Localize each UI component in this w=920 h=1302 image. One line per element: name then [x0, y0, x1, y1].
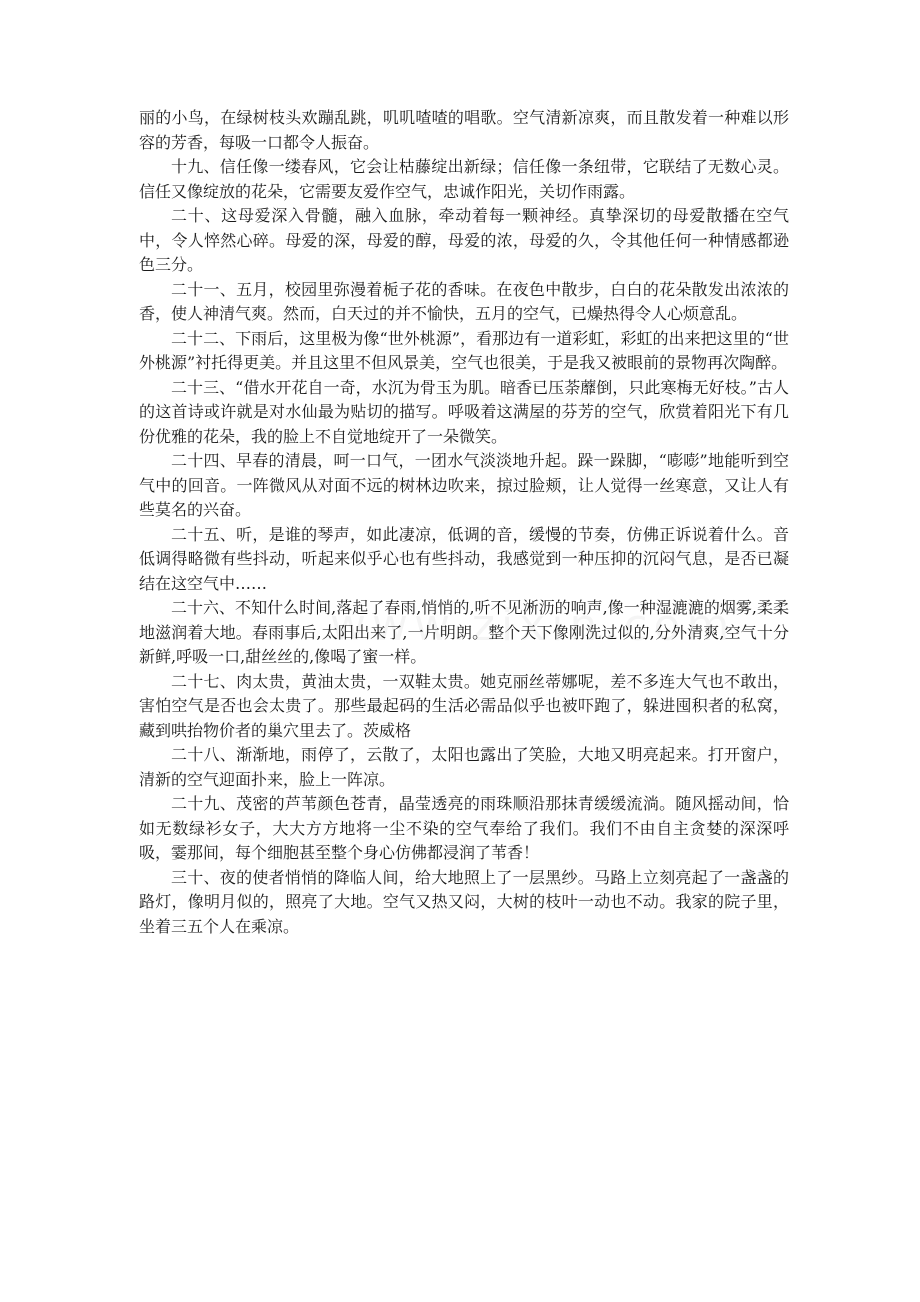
- paragraph-26: 二十六、不知什么时间,落起了春雨,悄悄的,听不见淅沥的响声,像一种湿漉漉的烟雾,柔柔地滋润着大地。春雨事后,太阳出来了,一片明朗。整个天下像刚洗过似的,分外清爽,空气十分新鲜,呼吸一口,甜丝丝的,像喝了蜜一样。: [139, 598, 789, 666]
- paragraph-23: 二十三、“借水开花自一奇，水沉为骨玉为肌。暗香已压荼蘼倒，只此寒梅无好枝。”古人的这首诗或许就是对水仙最为贴切的描写。呼吸着这满屋的芬芳的空气，欣赏着阳光下有几份优雅的花朵，我的脸上不自觉地绽开了一朵微笑。: [139, 377, 789, 446]
- paragraph-27: 二十七、肉太贵，黄油太贵，一双鞋太贵。她克丽丝蒂娜呢，差不多连大气也不敢出，害怕空气是否也会太贵了。那些最起码的生活必需品似乎也被吓跑了，躲进囤积者的私窝，藏到哄抬物价者的巢穴里去了。茨威格: [139, 671, 789, 740]
- paragraph-25: 二十五、听，是谁的琴声，如此凄凉，低调的音，缓慢的节奏，仿佛正诉说着什么。音低调得略微有些抖动，听起来似乎心也有些抖动，我感觉到一种压抑的沉闷气息，是否已凝结在这空气中……: [139, 524, 789, 593]
- paragraph-24: 二十四、早春的清晨，呵一口气，一团水气淡淡地升起。跺一跺脚，“嘭嘭”地能听到空气中的回音。一阵微风从对面不远的树林边吹来，掠过脸颊，让人觉得一丝寒意，又让人有些莫名的兴奋。: [139, 451, 789, 519]
- paragraph-30: 三十、夜的使者悄悄的降临人间，给大地照上了一层黑纱。马路上立刻亮起了一盏盏的路灯，像明月似的，照亮了大地。空气又热又闷，大树的枝叶一动也不动。我家的院子里，坐着三五个人在乘凉。: [139, 867, 789, 936]
- paragraph-continuation: 丽的小鸟，在绿树枝头欢蹦乱跳，叽叽喳喳的唱歌。空气清新凉爽，而且散发着一种难以形容的芳香，每吸一口都令人振奋。: [139, 108, 789, 152]
- paragraph-20: 二十、这母爱深入骨髓，融入血脉，牵动着每一颗神经。真挚深切的母爱散播在空气中，令人悴然心碎。母爱的深，母爱的醇，母爱的浓，母爱的久，令其他任何一种情感都逊色三分。: [139, 206, 789, 274]
- paragraph-28: 二十八、渐渐地，雨停了，云散了，太阳也露出了笑脸，大地又明亮起来。打开窗户，清新的空气迎面扑来，脸上一阵凉。: [139, 745, 789, 789]
- watermark: [330, 600, 735, 651]
- document-body: [139, 106, 789, 939]
- paragraph-29: 二十九、茂密的芦苇颜色苍青，晶莹透亮的雨珠顺沿那抹青缓缓流淌。随风摇动间，恰如无数绿衫女子，大大方方地将一尘不染的空气奉给了我们。我们不由自主贪婪的深深呼吸，霎那间，每个细胞甚至整个身心仿佛都浸润了苇香！: [139, 794, 789, 862]
- paragraph-21: 二十一、五月，校园里弥漫着栀子花的香味。在夜色中散步，白白的花朵散发出浓浓的香，使人神清气爽。然而，白天过的并不愉快，五月的空气，已燥热得令人心烦意乱。: [139, 279, 789, 323]
- paragraph-19: 十九、信任像一缕春风，它会让枯藤绽出新绿；信任像一条纽带，它联结了无数心灵。信任又像绽放的花朵，它需要友爱作空气，忠诚作阳光，关切作雨露。: [139, 157, 789, 201]
- paragraph-22: 二十二、下雨后，这里极为像“世外桃源”，看那边有一道彩虹，彩虹的出来把这里的“世外桃源”衬托得更美。并且这里不但风景美，空气也很美，于是我又被眼前的景物再次陶醉。: [139, 328, 789, 372]
